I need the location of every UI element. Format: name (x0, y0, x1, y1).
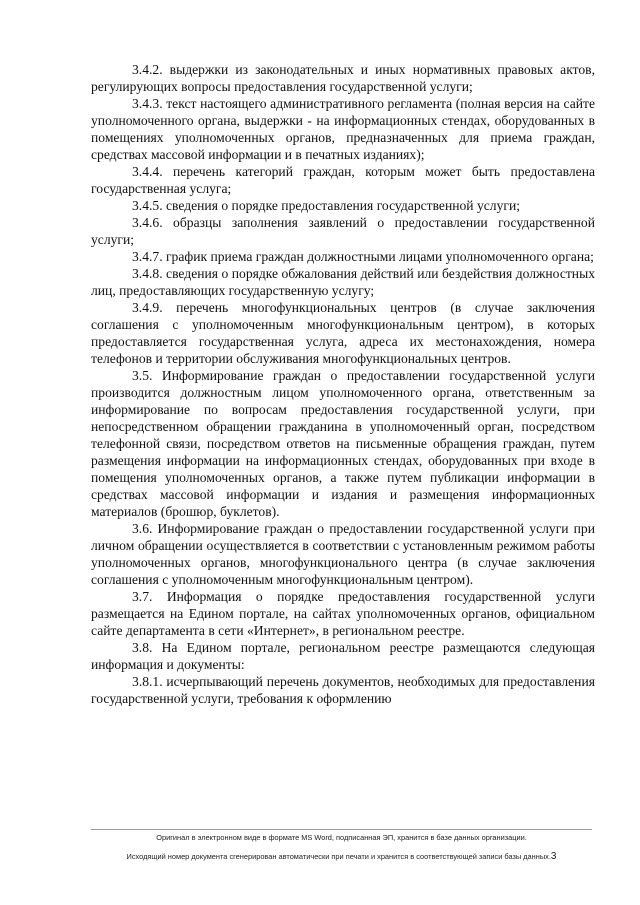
paragraph-3-4-2: 3.4.2. выдержки из законодательных и иных нормативных правовых актов, регулирующих вопросы предоставления государственной услуги; (91, 62, 595, 94)
paragraph-3-5: 3.5. Информирование граждан о предоставлении государственной услуги производится должностным лицом уполномоченного органа, ответственным за информирование по вопросам предоставления государственной услуги, при непосредственном обращении гражданина в уполномоченный орган, посредством телефонной связи, посредством ответов на письменные обращения граждан, путем размещения информации на информационных стендах, оборудованных при входе в помещения уполномоченных органов, а также путем публикации информации в средствах массовой информации и издания и размещения информационных материалов (брошюр, буклетов). (91, 368, 595, 519)
footer-divider (91, 829, 592, 830)
document-body (91, 61, 595, 707)
paragraph-3-4-3: 3.4.3. текст настоящего административного регламента (полная версия на сайте уполномоченного органа, выдержки - на информационных стендах, оборудованных в помещениях уполномоченных органов, предназначенных для приема граждан, средствах массовой информации и в печатных изданиях); (91, 96, 595, 162)
paragraph-3-4-6: 3.4.6. образцы заполнения заявлений о предоставлении государственной услуги; (91, 215, 595, 247)
paragraph-3-4-5: 3.4.5. сведения о порядке предоставления государственной услуги; (132, 198, 521, 213)
page-number: 3 (550, 851, 557, 862)
paragraph-3-8-1: 3.8.1. исчерпывающий перечень документов, необходимых для предоставления государственной услуги, требования к оформлению (91, 674, 595, 706)
paragraph-3-8: 3.8. На Едином портале, региональном реестре размещаются следующая информация и документы: (91, 640, 595, 672)
footer-outgoing-number-note (91, 851, 592, 862)
footer-note-text: Исходящий номер документа сгенерирован автоматически при печати и хранится в соответствующей записи базы данных. (126, 852, 551, 861)
paragraph-3-6: 3.6. Информирование граждан о предоставлении государственной услуги при личном обращении осуществляется в соответствии с установленным режимом работы уполномоченных органов, многофункционального центра (в случае заключения соглашения с уполномоченным многофункциональным центром). (91, 521, 595, 587)
paragraph-3-4-4: 3.4.4. перечень категорий граждан, которым может быть предоставлена государственная услуга; (91, 164, 595, 196)
paragraph-3-4-8: 3.4.8. сведения о порядке обжалования действий или бездействия должностных лиц, предоставляющих государственную услугу; (91, 266, 595, 298)
paragraph-3-7: 3.7. Информация о порядке предоставления государственной услуги размещается на Едином портале, на сайтах уполномоченных органов, официальном сайте департамента в сети «Интернет», в региональном реестре. (91, 589, 595, 638)
paragraph-3-4-9: 3.4.9. перечень многофункциональных центров (в случае заключения соглашения с уполномоченным многофункциональным центром), в которых предоставляется государственная услуга, адреса их местонахождения, номера телефонов и территории обслуживания многофункциональных центров. (91, 300, 595, 366)
footer-original-note: Оригинал в электронном виде в формате MS Word, подписанная ЭП, хранится в базе данных организации. (156, 833, 527, 842)
paragraph-3-4-7: 3.4.7. график приема граждан должностными лицами уполномоченного органа; (132, 249, 594, 264)
